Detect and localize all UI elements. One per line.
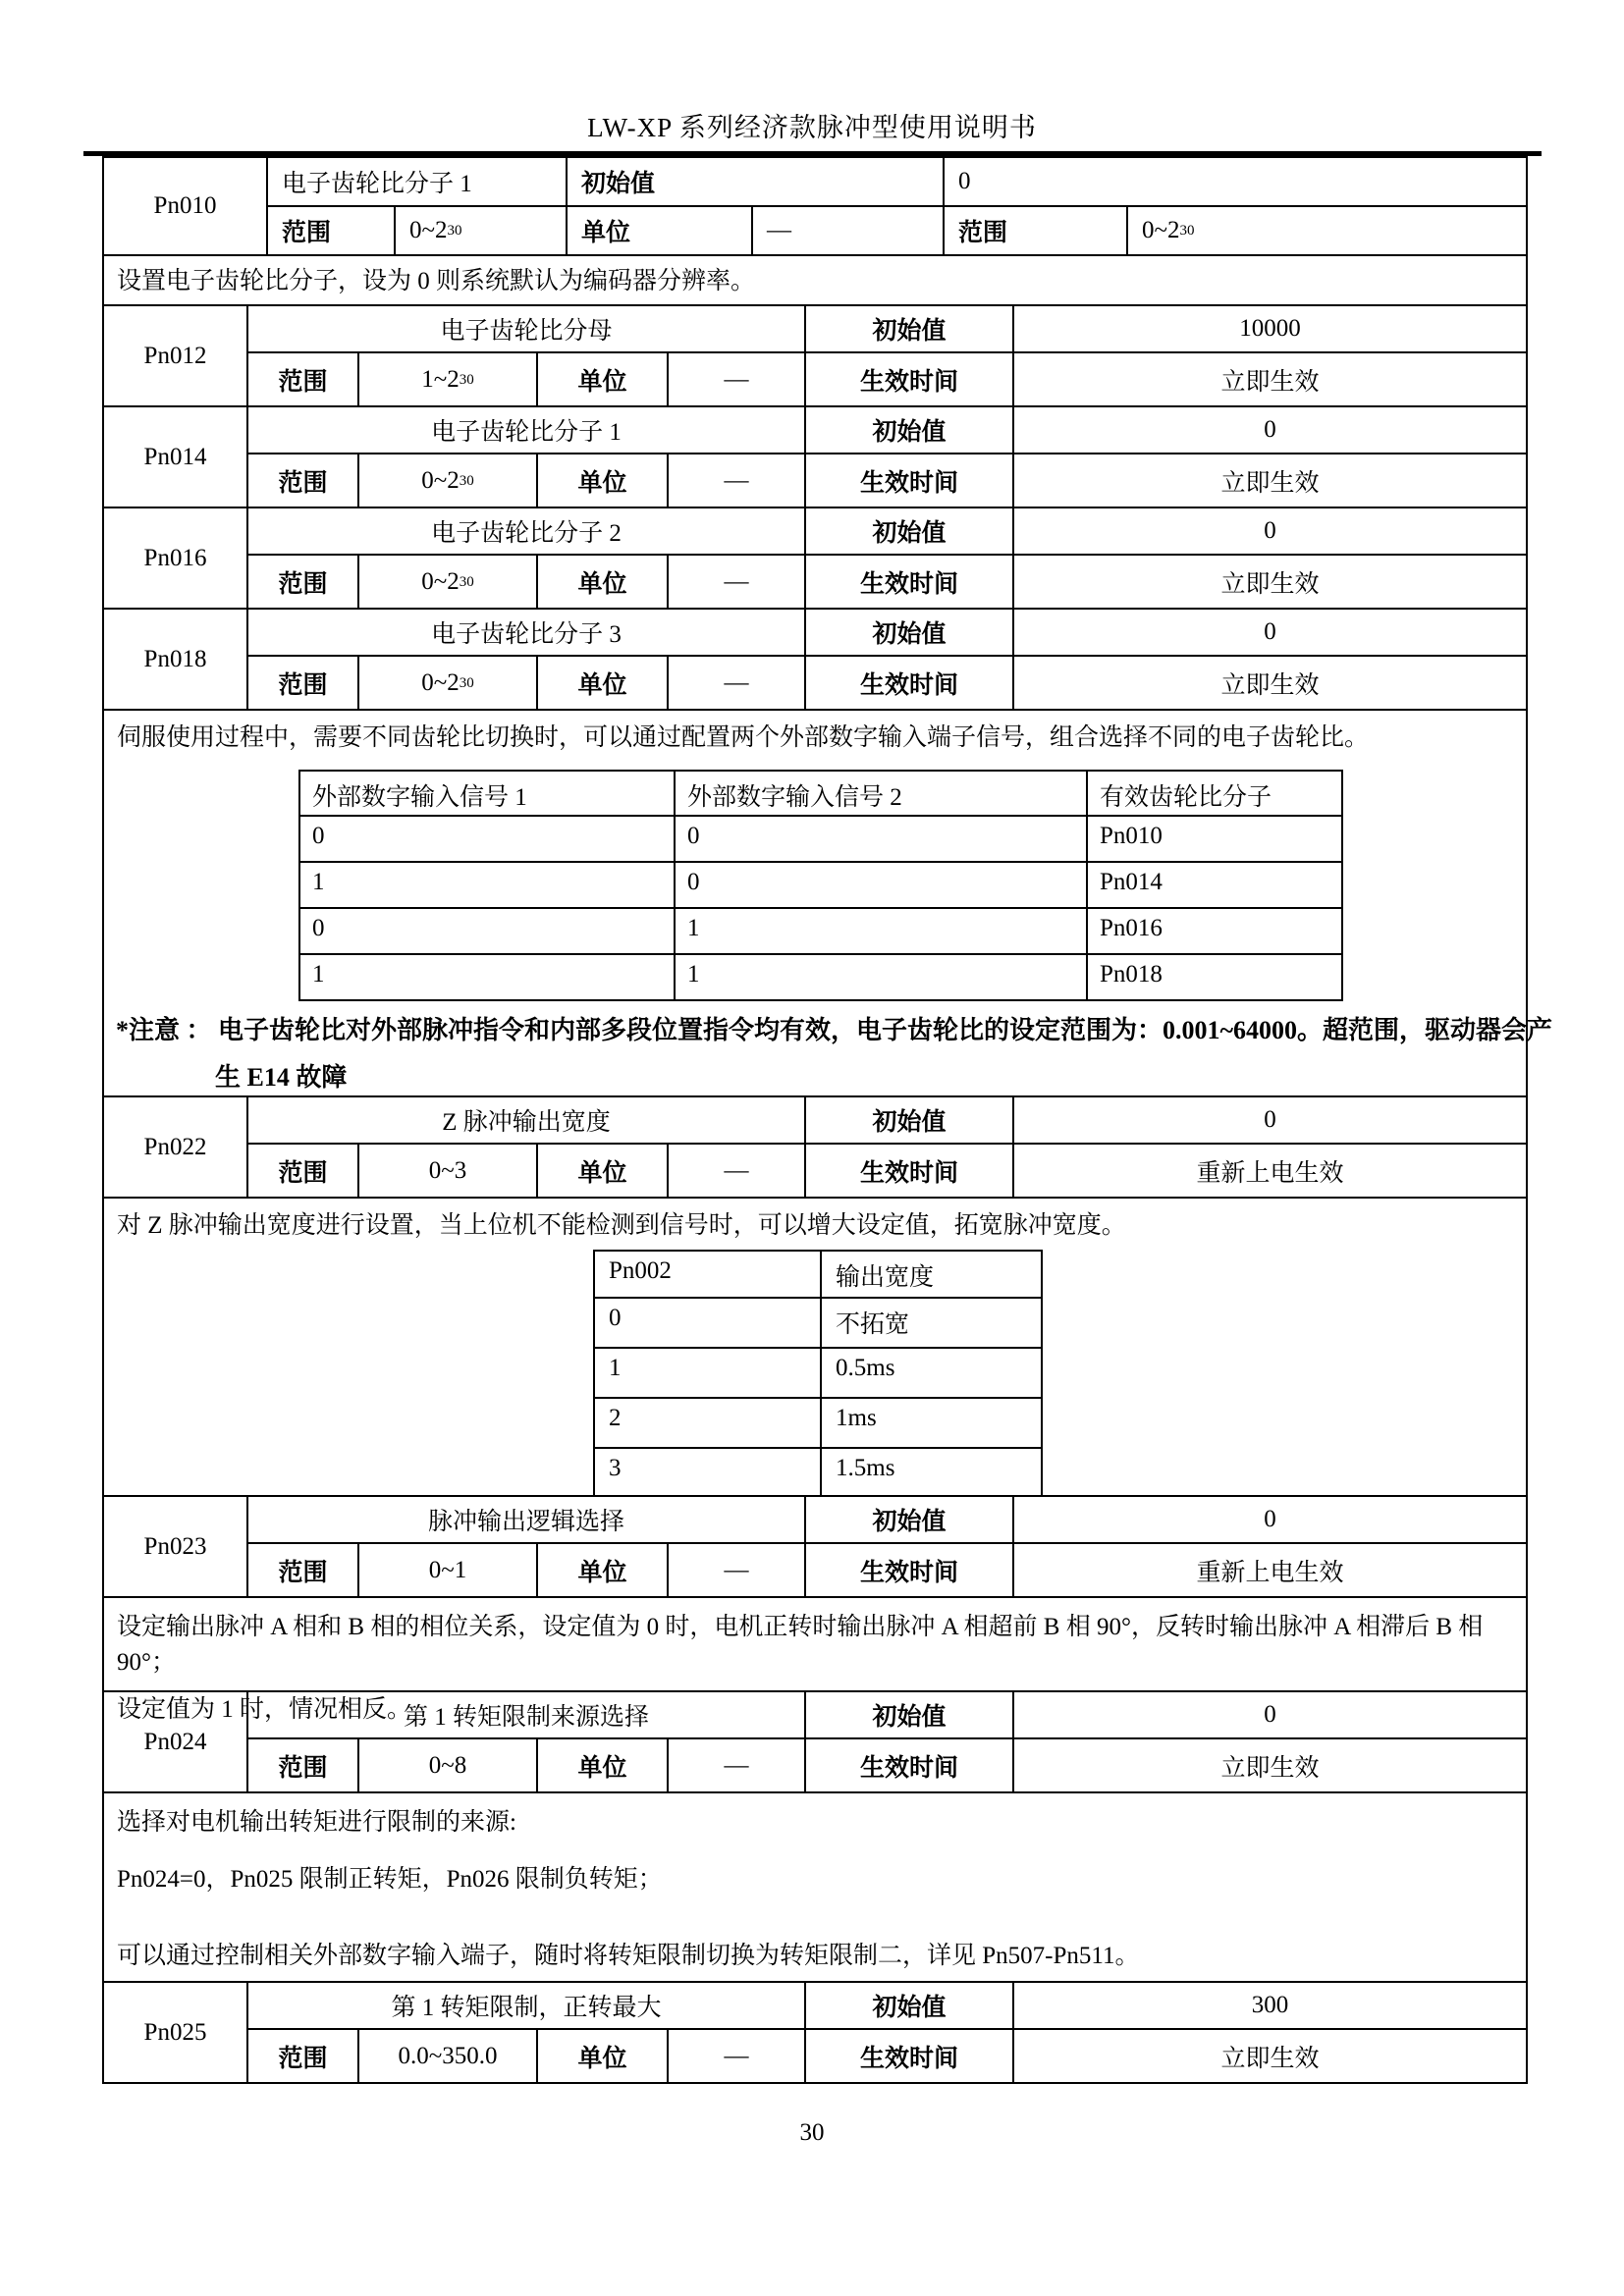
signal-table-row <box>300 907 1341 953</box>
param-row-1 <box>268 158 1526 205</box>
gear-switch-section <box>104 709 1553 1095</box>
range-value-2: 0~2 30 <box>1126 207 1526 254</box>
initial-value: 0 <box>1012 610 1526 655</box>
param-name: 电子齿轮比分子 1 <box>431 419 622 446</box>
pulse-logic-text-1: 设定输出脉冲 A 相和 B 相的相位关系，设定值为 0 时，电机正转时输出脉冲 A 相超前 B 相 90°，反转时输出脉冲 A 相滞后 B 相 90°； <box>117 1614 1484 1676</box>
range-value <box>357 1145 536 1197</box>
param-row-1 <box>248 1983 1526 2028</box>
param-id: Pn025 <box>104 1983 248 2082</box>
effect-value: 立即生效 <box>1012 657 1526 709</box>
pn002-cell: 0.5ms <box>820 1349 1041 1397</box>
signal-table-header: 有效齿轮比分子 <box>1086 772 1341 815</box>
unit-value: — <box>667 1739 804 1791</box>
range-label: 范围 <box>278 570 328 598</box>
effect-label: 生效时间 <box>804 1145 1012 1197</box>
notice-line-2: 生 E14 故障 <box>215 1063 348 1092</box>
range-value: 0~2 30 <box>357 556 536 608</box>
page-content-table <box>102 156 1553 2084</box>
param-id: Pn012 <box>104 306 248 405</box>
range-base: 0~2 <box>421 668 460 696</box>
range-base: 0.0~350.0 <box>398 2042 498 2069</box>
param-body <box>248 610 1526 709</box>
range-label: 范围 <box>278 469 328 497</box>
initial-label: 初始值 <box>804 1097 1012 1143</box>
effect-value: 立即生效 <box>1012 556 1526 608</box>
signal-table-cell: 1 <box>312 869 325 895</box>
pn002-row <box>595 1347 1041 1397</box>
range-label-2: 范围 <box>943 207 1126 254</box>
effect-value: 重新上电生效 <box>1012 1145 1526 1197</box>
torque-limit-text-2: Pn024=0，Pn025 限制正转矩，Pn026 限制负转矩； <box>117 1866 663 1893</box>
range-value <box>357 1544 536 1596</box>
param-row-2 <box>268 205 1526 254</box>
pn002-cell: 0 <box>609 1305 622 1331</box>
effect-label: 生效时间 <box>804 1544 1012 1596</box>
range-value <box>357 2030 536 2082</box>
param-row-1 <box>248 1097 1526 1143</box>
pn002-cell: 2 <box>609 1405 622 1431</box>
pn002-cell: 1.5ms <box>820 1449 1041 1497</box>
signal-table-cell: Pn016 <box>1086 909 1341 953</box>
param-row-2 <box>248 1737 1526 1791</box>
signal-table-cell: 1 <box>674 909 1086 953</box>
unit-value: — <box>667 353 804 405</box>
pn002-header: Pn002 <box>609 1257 672 1284</box>
param-body <box>248 407 1526 507</box>
notice-line-1: *注意 ： 电子齿轮比对外部脉冲指令和内部多段位置指令均有效，电子齿轮比的设定范围为：0.001~64000。超范围，驱动器会产 <box>116 1016 1553 1044</box>
range-value: 1~2 30 <box>357 353 536 405</box>
range-base: 0~2 <box>421 466 460 494</box>
signal-table-cell: Pn010 <box>1086 817 1341 861</box>
param-row-1 <box>248 1497 1526 1542</box>
param-row-1 <box>248 610 1526 655</box>
effect-label: 生效时间 <box>804 353 1012 405</box>
param-table-pn025 <box>104 1981 1526 2082</box>
initial-value: 0 <box>1012 407 1526 453</box>
param-row-2 <box>248 554 1526 608</box>
initial-value: 0 <box>943 158 1526 205</box>
param-id: Pn022 <box>104 1097 248 1197</box>
pn002-cell: 1 <box>609 1355 622 1381</box>
signal-table-cell: 1 <box>312 961 325 988</box>
initial-label: 初始值 <box>804 1983 1012 2028</box>
range-label: 范围 <box>278 1559 328 1586</box>
unit-label: 单位 <box>536 1145 667 1197</box>
effect-value: 立即生效 <box>1012 1739 1526 1791</box>
param-table-pn012 <box>104 304 1526 405</box>
gear-switch-text: 伺服使用过程中，需要不同齿轮比切换时，可以通过配置两个外部数字输入端子信号，组合选择不同的电子齿轮比。 <box>117 724 1370 751</box>
unit-value: — <box>667 556 804 608</box>
desc-pn010: 设置电子齿轮比分子，设为 0 则系统默认为编码器分辨率。 <box>104 254 1526 304</box>
torque-limit-section <box>104 1791 1526 1981</box>
unit-label: 单位 <box>536 657 667 709</box>
signal-table-header: 外部数字输入信号 2 <box>674 772 1086 815</box>
initial-value: 300 <box>1012 1983 1526 2028</box>
initial-value: 0 <box>1012 508 1526 554</box>
unit-value: — <box>667 657 804 709</box>
document-title: LW-XP 系列经济款脉冲型使用说明书 <box>587 113 1037 142</box>
param-body <box>248 1497 1526 1596</box>
unit-label: 单位 <box>536 454 667 507</box>
range-base: 0~2 <box>1142 217 1180 243</box>
range-value: 0~2 30 <box>394 207 566 254</box>
param-name: 第 1 转矩限制，正转最大 <box>391 1995 662 2021</box>
param-row-2 <box>248 655 1526 709</box>
param-row-1 <box>248 508 1526 554</box>
param-id: Pn018 <box>104 610 248 709</box>
range-base: 0~8 <box>428 1751 467 1779</box>
unit-label: 单位 <box>536 556 667 608</box>
signal-table-row <box>300 815 1341 861</box>
signal-table-cell: 0 <box>312 823 325 849</box>
param-table-pn024 <box>104 1690 1526 1791</box>
unit-label: 单位 <box>536 1739 667 1791</box>
range-label: 范围 <box>278 671 328 699</box>
range-base: 0~2 <box>421 567 460 595</box>
param-id: Pn010 <box>104 158 268 254</box>
pulse-logic-text-2: 设定值为 1 时，情况相反。 <box>117 1696 412 1723</box>
initial-label: 初始值 <box>804 1497 1012 1542</box>
unit-label: 单位 <box>566 207 751 254</box>
unit-label: 单位 <box>536 2030 667 2082</box>
param-name: 电子齿轮比分母 <box>440 318 613 345</box>
param-name: Z 脉冲输出宽度 <box>442 1109 611 1136</box>
pn002-width-table <box>593 1250 1043 1497</box>
initial-value: 0 <box>1012 1097 1526 1143</box>
signal-table-cell: Pn014 <box>1086 863 1341 907</box>
param-row-1 <box>248 306 1526 351</box>
param-table-pn016 <box>104 507 1526 608</box>
effect-label: 生效时间 <box>804 556 1012 608</box>
range-label: 范围 <box>278 1754 328 1782</box>
initial-value: 0 <box>1012 1497 1526 1542</box>
param-id: Pn024 <box>104 1692 248 1791</box>
initial-label: 初始值 <box>804 1692 1012 1737</box>
effect-label: 生效时间 <box>804 657 1012 709</box>
initial-label: 初始值 <box>566 158 943 205</box>
unit-value: — <box>667 1145 804 1197</box>
signal-combination-table <box>298 770 1343 1001</box>
initial-label: 初始值 <box>804 610 1012 655</box>
signal-table-cell: 0 <box>674 863 1086 907</box>
param-body <box>248 1097 1526 1197</box>
param-table-pn023 <box>104 1495 1526 1596</box>
param-name: 脉冲输出逻辑选择 <box>427 1509 624 1535</box>
effect-label: 生效时间 <box>804 2030 1012 2082</box>
unit-value: — <box>667 1544 804 1596</box>
param-body <box>248 508 1526 608</box>
unit-value: — <box>667 454 804 507</box>
range-label: 范围 <box>282 220 332 246</box>
range-label: 范围 <box>278 1159 328 1187</box>
param-row-2 <box>248 453 1526 507</box>
unit-value: — <box>751 207 943 254</box>
unit-label: 单位 <box>536 1544 667 1596</box>
pn002-header: 输出宽度 <box>820 1252 1041 1297</box>
effect-label: 生效时间 <box>804 1739 1012 1791</box>
range-base: 0~2 <box>409 217 448 243</box>
range-base: 0~3 <box>428 1156 467 1184</box>
signal-table-header: 外部数字输入信号 1 <box>312 784 527 811</box>
effect-label: 生效时间 <box>804 454 1012 507</box>
param-row-2 <box>248 1143 1526 1197</box>
effect-value: 重新上电生效 <box>1012 1544 1526 1596</box>
effect-value: 立即生效 <box>1012 2030 1526 2082</box>
unit-value: — <box>667 2030 804 2082</box>
param-row-2 <box>248 1542 1526 1596</box>
param-table-pn014 <box>104 405 1526 507</box>
range-label: 范围 <box>278 2045 328 2072</box>
signal-table-cell: 0 <box>674 817 1086 861</box>
param-id: Pn014 <box>104 407 248 507</box>
range-value <box>357 1739 536 1791</box>
page-number: 30 <box>799 2119 825 2146</box>
effect-value: 立即生效 <box>1012 454 1526 507</box>
pn002-row <box>595 1447 1041 1497</box>
initial-label: 初始值 <box>804 407 1012 453</box>
initial-label: 初始值 <box>804 508 1012 554</box>
param-body <box>248 1983 1526 2082</box>
signal-table-header-row <box>300 772 1341 815</box>
z-pulse-text: 对 Z 脉冲输出宽度进行设置，当上位机不能检测到信号时，可以增大设定值，拓宽脉冲宽度。 <box>117 1212 1126 1239</box>
param-row-1 <box>248 1692 1526 1737</box>
signal-table-cell: 1 <box>674 955 1086 999</box>
range-label: 范围 <box>278 368 328 396</box>
initial-value: 0 <box>1012 1692 1526 1737</box>
param-name: 电子齿轮比分子 1 <box>282 171 472 197</box>
param-body <box>248 1692 1526 1791</box>
pn002-cell: 不拓宽 <box>820 1299 1041 1347</box>
param-body <box>248 306 1526 405</box>
signal-table-cell: 0 <box>312 915 325 941</box>
signal-table-row <box>300 953 1341 999</box>
pn002-cell: 1ms <box>820 1399 1041 1447</box>
pn002-row <box>595 1297 1041 1347</box>
signal-table-cell: Pn018 <box>1086 955 1341 999</box>
param-body <box>268 158 1526 254</box>
param-row-2 <box>248 351 1526 405</box>
pn002-row <box>595 1397 1041 1447</box>
initial-value: 10000 <box>1012 306 1526 351</box>
param-table-pn018 <box>104 608 1526 709</box>
torque-limit-text-1: 选择对电机输出转矩进行限制的来源: <box>117 1809 516 1836</box>
param-id: Pn023 <box>104 1497 248 1596</box>
range-value: 0~2 30 <box>357 454 536 507</box>
unit-label: 单位 <box>536 353 667 405</box>
range-base: 0~1 <box>428 1556 467 1583</box>
param-id: Pn016 <box>104 508 248 608</box>
param-name: 第 1 转矩限制来源选择 <box>403 1704 649 1731</box>
range-base: 1~2 <box>421 365 460 393</box>
param-table-pn022 <box>104 1095 1526 1197</box>
torque-limit-text-3: 可以通过控制相关外部数字输入端子，随时将转矩限制切换为转矩限制二，详见 Pn507-Pn511。 <box>117 1943 1140 1969</box>
param-table-pn010 <box>104 158 1526 254</box>
param-name: 电子齿轮比分子 3 <box>431 621 622 648</box>
initial-label: 初始值 <box>804 306 1012 351</box>
range-value: 0~2 30 <box>357 657 536 709</box>
pn002-cell: 3 <box>609 1455 622 1481</box>
pn002-header-row <box>595 1252 1041 1297</box>
param-name: 电子齿轮比分子 2 <box>431 520 622 547</box>
param-row-2 <box>248 2028 1526 2082</box>
z-pulse-section <box>104 1197 1526 1495</box>
param-row-1 <box>248 407 1526 453</box>
signal-table-row <box>300 861 1341 907</box>
effect-value: 立即生效 <box>1012 353 1526 405</box>
